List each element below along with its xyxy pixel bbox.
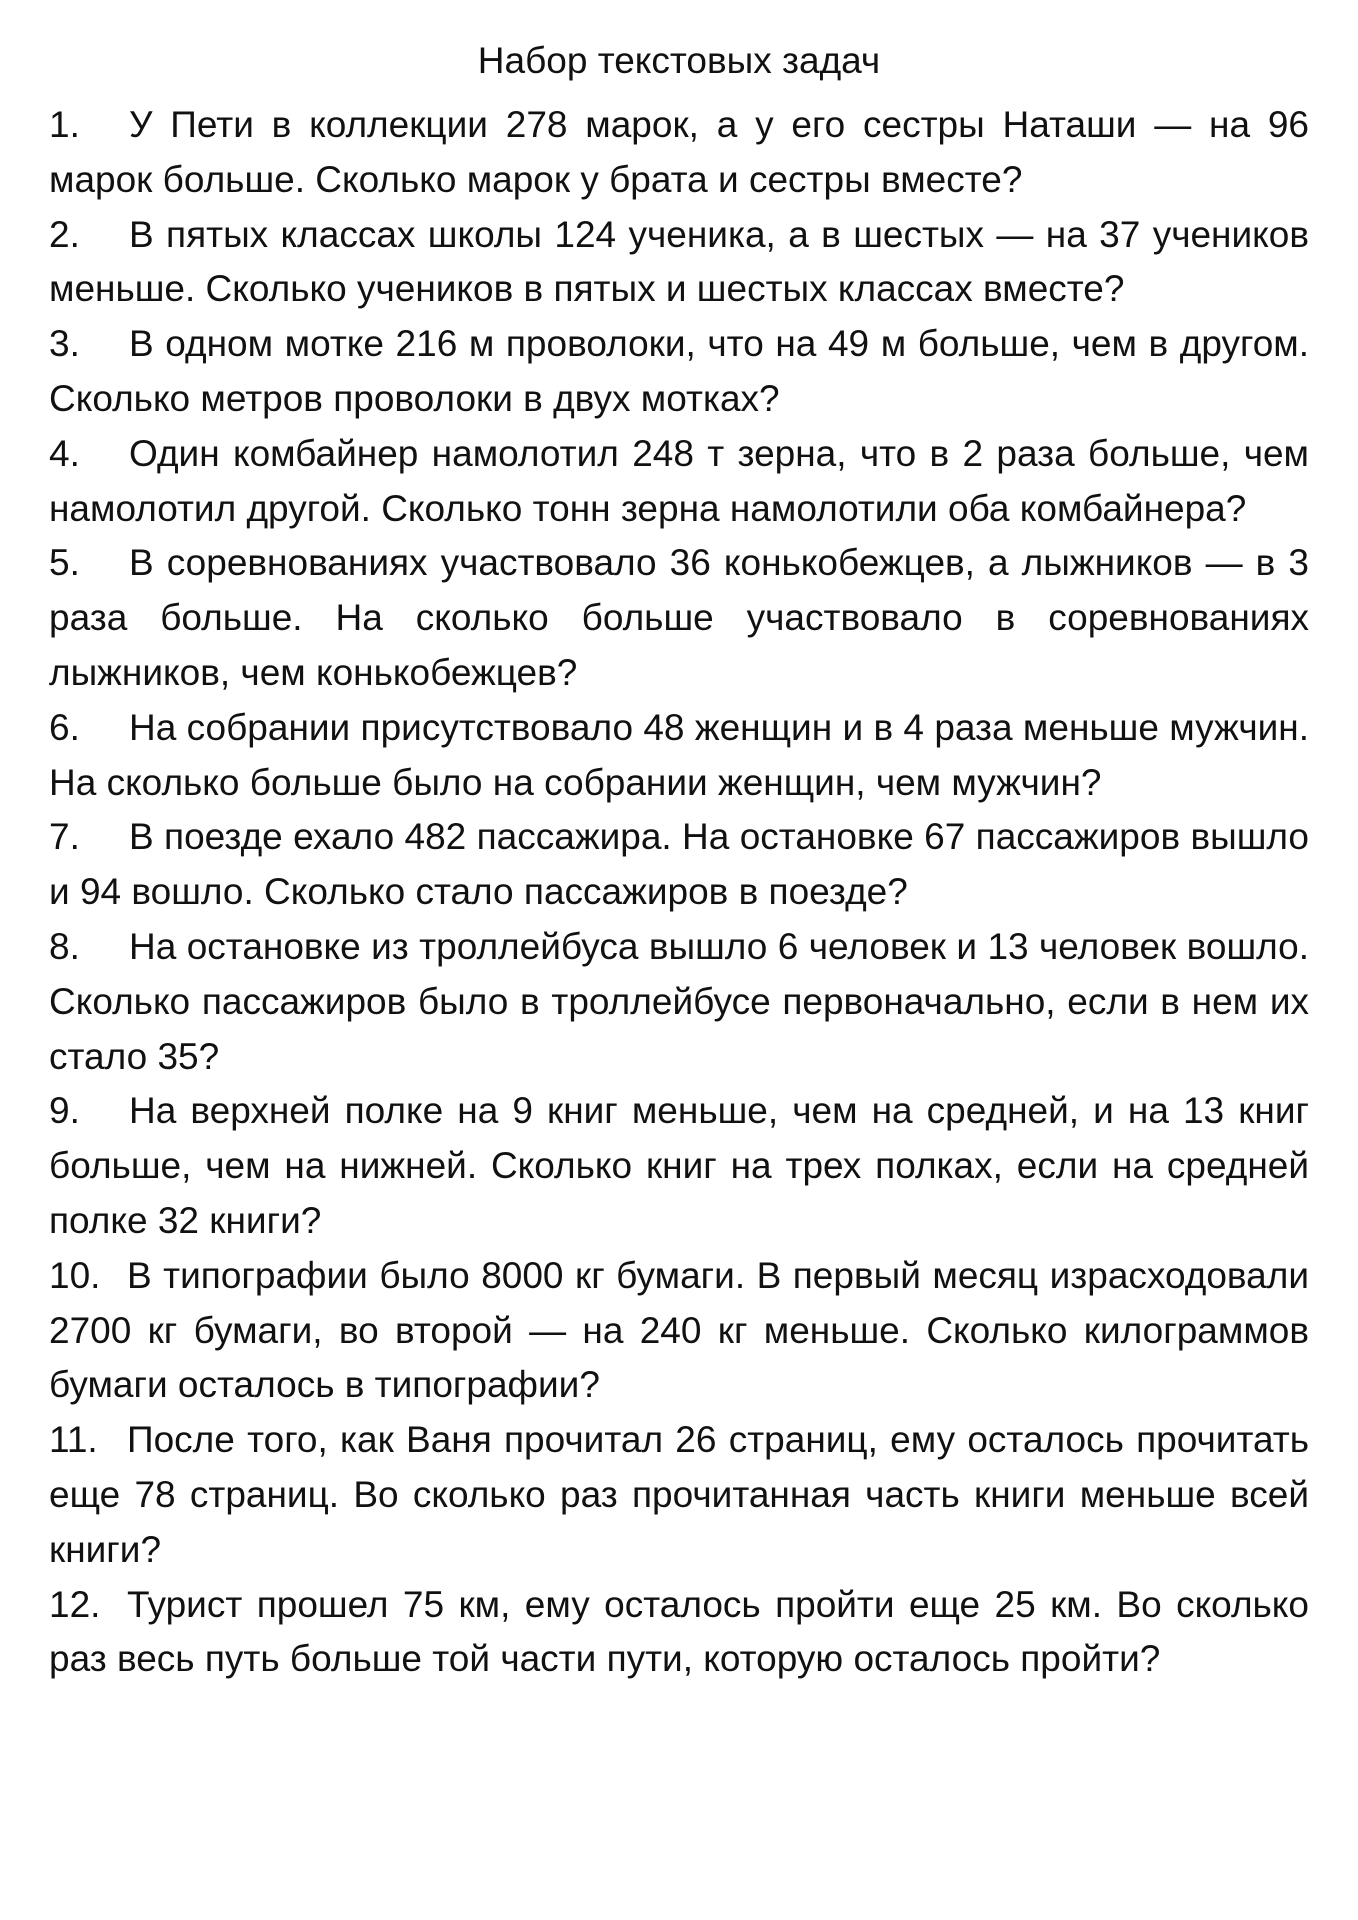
problem-text: На остановке из троллейбуса вышло 6 человек и 13 человек вошло. Сколько пассажиров было в троллейбусе первоначально, если в нем их стало 35?: [49, 925, 1309, 1077]
problem-item: [49, 427, 1309, 537]
problem-text: У Пети в коллекции 278 марок, а у его сестры Наташи — на 96 марок больше. Сколько марок у брата и сестры вместе?: [49, 104, 1309, 200]
problem-item: [49, 1413, 1309, 1577]
problem-number: 1.: [49, 104, 80, 145]
problem-number: 6.: [49, 706, 80, 748]
problem-number: 12.: [49, 1583, 101, 1625]
problem-number: 7.: [49, 816, 80, 858]
problem-item: [49, 1249, 1309, 1413]
problem-number: 3.: [49, 323, 80, 365]
problem-item: [49, 317, 1309, 427]
problem-text: На собрании присутствовало 48 женщин и в 4 раза меньше мужчин. На сколько больше было на собрании женщин, чем мужчин?: [49, 706, 1309, 803]
problem-text: В пятых классах школы 124 ученика, а в шестых — на 37 учеников меньше. Сколько учеников в пятых и шестых классах вместе?: [49, 213, 1309, 310]
problem-text: Турист прошел 75 км, ему осталось пройти еще 25 км. Во сколько раз весь путь больше той части пути, которую осталось пройти?: [49, 1583, 1309, 1680]
problem-number: 2.: [49, 213, 80, 255]
page-title: Набор текстовых задач: [477, 40, 881, 81]
problem-list: [49, 98, 1309, 1687]
problem-item: [49, 810, 1309, 920]
problem-text: В одном мотке 216 м проволоки, что на 49 м больше, чем в другом. Сколько метров проволоки в двух мотках?: [49, 323, 1309, 419]
problem-text: Один комбайнер намолотил 248 т зерна, что в 2 раза больше, чем намолотил другой. Сколько тонн зерна намолотили оба комбайнера?: [49, 432, 1309, 529]
problem-number: 5.: [49, 542, 80, 584]
problem-item: [49, 1084, 1309, 1248]
problem-number: 4.: [49, 432, 80, 474]
problem-text: После того, как Ваня прочитал 26 страниц, ему осталось прочитать еще 78 страниц. Во сколько раз прочитанная часть книги меньше всей книги?: [49, 1419, 1309, 1570]
problem-text: В поезде ехало 482 пассажира. На остановке 67 пассажиров вышло и 94 вошло. Сколько стало пассажиров в поезде?: [49, 816, 1309, 913]
problem-number: 9.: [49, 1090, 80, 1132]
problem-item: [49, 98, 1309, 208]
problem-text: В соревнованиях участвовало 36 конькобежцев, а лыжников — в 3 раза больше. На сколько больше участвовало в соревнованиях лыжников, чем конькобежцев?: [49, 542, 1309, 693]
problem-item: [49, 536, 1309, 700]
problem-item: [49, 920, 1309, 1084]
problem-number: 8.: [49, 925, 80, 967]
problem-text: В типографии было 8000 кг бумаги. В первый месяц израсходовали 2700 кг бумаги, во второй — на 240 кг меньше. Сколько килограммов бумаги осталось в типографии?: [49, 1254, 1309, 1406]
problem-item: [49, 1578, 1309, 1688]
document-page: [49, 30, 1309, 1687]
problem-text: На верхней полке на 9 книг меньше, чем на средней, и на 13 книг больше, чем на нижней. Сколько книг на трех полках, если на средней полке 32 книги?: [49, 1090, 1309, 1241]
problem-item: [49, 208, 1309, 318]
problem-number: 11.: [49, 1419, 98, 1461]
problem-number: 10.: [49, 1254, 101, 1296]
problem-item: [49, 701, 1309, 811]
